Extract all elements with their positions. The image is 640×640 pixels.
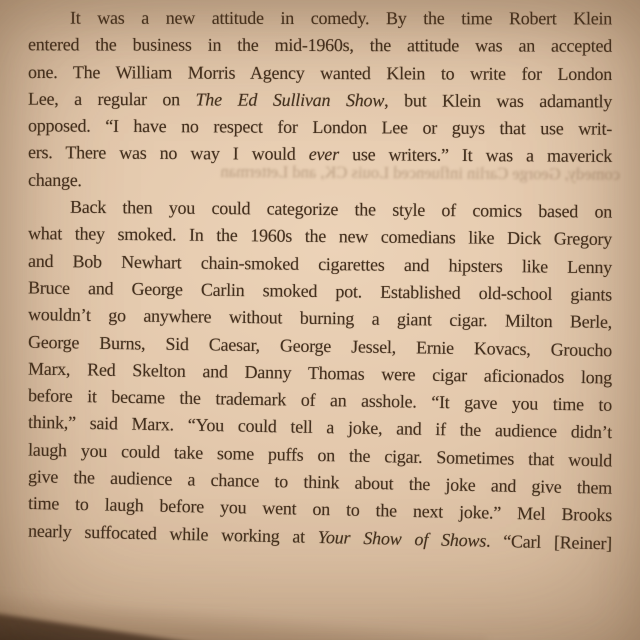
- text-segment: before it became the trademark of an asshole. “It gave you time to: [27, 385, 613, 415]
- text-segment: and Bob Newhart chain-smoked cigarettes and hipsters like Lenny: [27, 250, 613, 277]
- italic-text-segment: The Ed Sullivan Show: [195, 89, 385, 111]
- text-segment: It was a new attitude in comedy. By the time Robert Klein: [69, 7, 613, 29]
- text-line: [28, 32, 612, 61]
- text-segment: Marx, Red Skelton and Danny Thomas were cigar aficionados long: [27, 358, 613, 388]
- text-segment: wouldn’t go anywhere without burning a giant cigar. Milton Berle,: [27, 304, 613, 333]
- text-segment: Back then you could categorize the style of comics based on: [69, 196, 613, 222]
- text-segment: change.: [27, 169, 82, 190]
- text-segment: entered the business in the mid-1960s, the attitude was an accepted: [27, 34, 613, 57]
- text-segment: Lee, a regular on: [27, 88, 196, 110]
- text-line: [28, 86, 612, 116]
- text-segment: Bruce and George Carlin smoked pot. Established old-school giants: [27, 277, 613, 305]
- text-line: [28, 5, 612, 33]
- text-segment: nearly suffocated while working at: [27, 520, 319, 547]
- text-line: [28, 113, 612, 144]
- text-segment: , but Klein was adamantly: [384, 90, 613, 112]
- text-segment: what they smoked. In the 1960s the new comedians like Dick Gregory: [27, 223, 613, 250]
- text-segment: opposed. “I have no respect for London Lee or guys that use writ-: [27, 115, 613, 139]
- italic-text-segment: Your Show of Shows: [317, 526, 487, 551]
- page-text: [27, 5, 613, 554]
- text-segment: George Burns, Sid Caesar, George Jessel, Ernie Kovacs, Groucho: [27, 331, 613, 360]
- text-line: [28, 139, 612, 170]
- text-line: [28, 59, 612, 88]
- text-segment: ers. There was no way I would: [27, 142, 309, 165]
- show-through-text: comedy, George Carlin influenced Louis CK, and Letterman: [220, 161, 621, 184]
- italic-text-segment: ever: [308, 144, 339, 165]
- text-segment: give the audience a chance to think about the joke and give them: [27, 466, 613, 498]
- text-segment: use writers.” It was a maverick: [338, 144, 613, 167]
- text-segment: . “Carl [Reiner]: [485, 530, 613, 554]
- text-segment: one. The William Morris Agency wanted Klein to write for London: [27, 61, 613, 84]
- text-segment: think,” said Marx. “You could tell a joke, and if the audience didn’t: [27, 412, 613, 443]
- text-segment: time to laugh before you went on to the next joke.” Mel Brooks: [27, 493, 613, 526]
- text-segment: laugh you could take some puffs on the cigar. Sometimes that would: [27, 439, 613, 471]
